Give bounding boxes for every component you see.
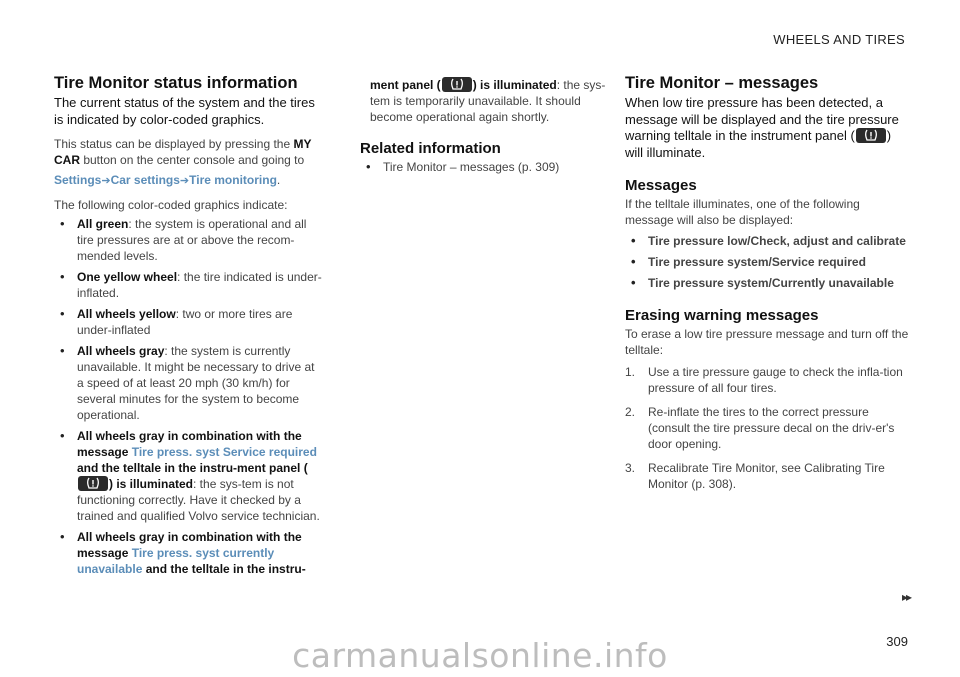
section-header: WHEELS AND TIRES [773, 32, 905, 47]
status-info-title: Tire Monitor status information [54, 74, 298, 92]
tire-pressure-warning-icon [442, 77, 472, 92]
column-status-info [54, 74, 322, 577]
continued-item [360, 77, 615, 125]
step-item [625, 404, 910, 452]
page-number: 309 [886, 634, 908, 649]
list-item [54, 216, 322, 264]
list-item [54, 529, 322, 577]
item-label: and the telltale in the instru-ment panel ( [77, 461, 308, 475]
related-list [360, 159, 615, 175]
item-label: ment panel ( [370, 78, 441, 92]
list-item [54, 343, 322, 423]
item-label: All wheels gray in combination with the message [77, 429, 302, 459]
intro-text: When low tire pressure has been detected, a message will be displayed and the tire pressure warning telltale in the instrument panel ( [625, 95, 899, 143]
menu-path-settings: Settings [54, 173, 102, 187]
step-number: 2. [625, 405, 636, 419]
colors-intro: The following color-coded graphics indicate: [54, 198, 288, 212]
item-label: All wheels gray in combination with the message [77, 530, 302, 560]
menu-path-tire-monitoring: Tire monitoring [189, 173, 277, 187]
item-text: : the system is operational and all tire pressures are at or above the recom-mended levels. [77, 217, 307, 263]
column-continuation [360, 77, 615, 175]
forward-arrows-icon[interactable]: ▸▸ [901, 590, 910, 604]
step-item [625, 460, 910, 492]
status-display-para [54, 136, 322, 168]
message-service-required: Tire press. syst Service required [131, 445, 317, 459]
tire-pressure-warning-icon [78, 476, 108, 491]
menu-path [54, 172, 322, 189]
item-text: : the system is currently unavailable. It might be necessary to drive at a speed of at least 20 mph (30 km/h) for several minutes for the system to become operational. [77, 344, 315, 422]
column-messages [625, 74, 910, 492]
menu-path-car-settings: Car settings [110, 173, 180, 187]
erase-intro: To erase a low tire pressure message and turn off the telltale: [625, 327, 909, 357]
step-number: 1. [625, 365, 636, 379]
item-label: One yellow wheel [77, 270, 178, 284]
messages-section-title: Tire Monitor – messages [625, 74, 819, 92]
messages-subtitle: Messages [625, 177, 697, 194]
item-text: : the sys-tem is not functioning correctly. Have it checked by a trained and qualified Volvo service technician. [77, 477, 320, 523]
item-text: : two or more tires are under-inflated [77, 307, 293, 337]
para-text: This status can be displayed by pressing the [54, 137, 294, 151]
item-label: All green [77, 217, 129, 231]
list-item [54, 269, 322, 301]
item-text: : the tire indicated is under-inflated. [77, 270, 322, 300]
watermark: carmanualsonline.info [292, 636, 668, 675]
item-label: ) is illuminated [109, 477, 194, 491]
status-info-intro: The current status of the system and the tires is indicated by color-coded graphics. [54, 95, 315, 127]
para-text: button on the center console and going to [80, 153, 305, 167]
step-text: Re-inflate the tires to the correct pressure (consult the tire pressure decal on the driv-er's door opening. [648, 405, 895, 451]
step-item [625, 364, 910, 396]
item-label: All wheels yellow [77, 307, 176, 321]
arrow-right-icon: ➔ [101, 175, 111, 187]
list-item [54, 428, 322, 524]
erase-title: Erasing warning messages [625, 307, 819, 324]
item-label: ) is illuminated [472, 78, 557, 92]
item-label: and the telltale in the instru- [142, 562, 306, 576]
mycar-button-label: MY CAR [54, 137, 312, 167]
message-item: • Tire pressure system/Currently unavailable [625, 275, 910, 291]
path-end: . [276, 173, 281, 187]
list-item [54, 306, 322, 338]
messages-intro [625, 95, 910, 161]
tire-pressure-warning-icon [856, 128, 886, 143]
step-text: Use a tire pressure gauge to check the infla-tion pressure of all four tires. [648, 365, 903, 395]
related-info-title: Related information [360, 140, 501, 157]
erase-steps [625, 364, 910, 492]
messages-sub-intro: If the telltale illuminates, one of the following message will also be displayed: [625, 197, 860, 227]
related-link[interactable]: • Tire Monitor – messages (p. 309) [360, 159, 615, 175]
message-currently-unavailable: Tire press. syst currently unavailable [77, 546, 275, 576]
intro-text: ) will illuminate. [625, 128, 892, 160]
status-color-list [54, 216, 322, 577]
item-label: All wheels gray [77, 344, 165, 358]
item-text: : the sys-tem is temporarily unavailable. It should become operational again shortly. [370, 78, 606, 124]
message-item: • Tire pressure system/Service required [625, 254, 910, 270]
messages-list [625, 233, 910, 291]
arrow-right-icon: ➔ [179, 175, 190, 187]
message-item: • Tire pressure low/Check, adjust and calibrate [625, 233, 910, 249]
step-number: 3. [625, 461, 636, 475]
step-text: Recalibrate Tire Monitor, see Calibrating Tire Monitor (p. 308). [648, 461, 885, 491]
